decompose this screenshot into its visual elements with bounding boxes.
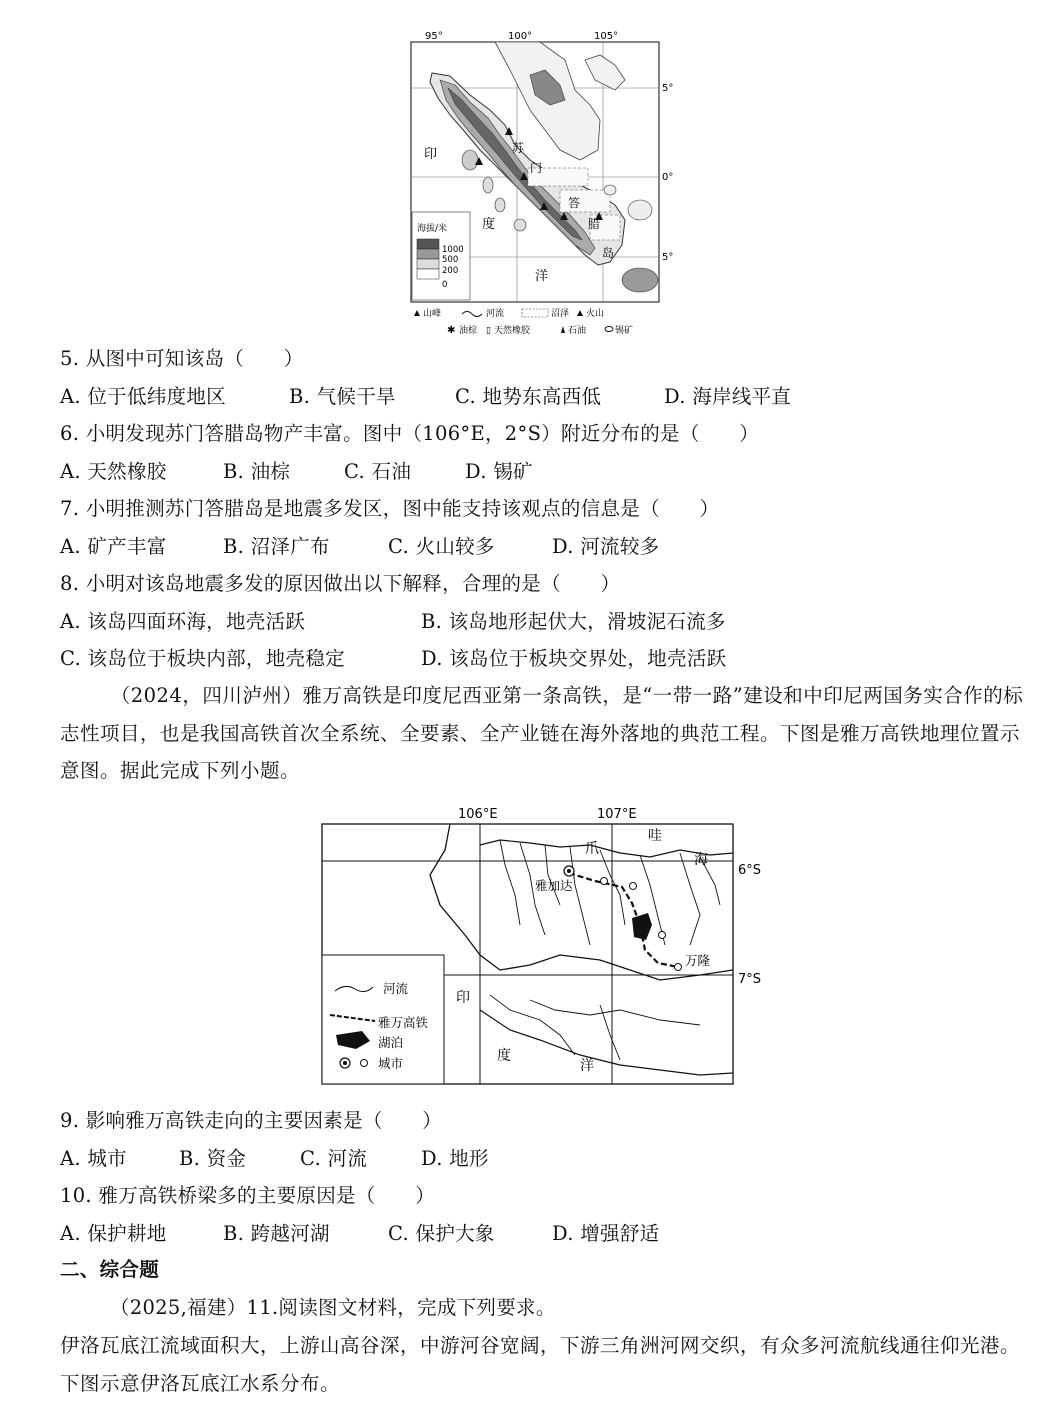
- q6-option-d[interactable]: D. 锡矿: [465, 460, 533, 483]
- sea-char-yang: 洋: [535, 269, 549, 284]
- q9-option-d[interactable]: D. 地形: [421, 1147, 489, 1170]
- lon-label-100: 100°: [508, 31, 533, 42]
- q5-option-b[interactable]: B. 气候干旱: [289, 385, 396, 408]
- q6-option-b[interactable]: B. 油棕: [223, 460, 291, 483]
- q8-option-d[interactable]: D. 该岛位于板块交界处，地壳活跃: [421, 647, 727, 670]
- sea-char-du: 度: [482, 217, 496, 232]
- island-char-su: 苏: [512, 141, 525, 155]
- legend-volcano: 火山: [586, 309, 605, 319]
- java-sea-char-hai: 海: [694, 852, 708, 868]
- q7-stem: 7. 小明推测苏门答腊岛是地震多发区，图中能支持该观点的信息是（ ）: [60, 497, 720, 520]
- legend-railway: 雅万高铁: [378, 1015, 429, 1030]
- q5-stem: 5. 从图中可知该岛（ ）: [60, 347, 304, 370]
- lon-label-107e: 107°E: [597, 807, 637, 822]
- passage-jakarta-bandung: （2024，四川泸州）雅万高铁是印度尼西亚第一条高铁，是“一带一路”建设和中印尼两国务实合作的标志性项目，也是我国高铁首次全系统、全要素、全产业链在海外落地的典范工程。下图是雅万高铁地理位置示意图。据此完成下列小题。: [60, 684, 1024, 782]
- legend-level-500: 500: [442, 255, 459, 265]
- oil-icon: [561, 326, 565, 333]
- legend-tin: 锡矿: [615, 326, 634, 336]
- q9-option-a[interactable]: A. 城市: [60, 1147, 127, 1170]
- java-sea-char-wa: 哇: [648, 828, 662, 844]
- q8-option-b[interactable]: B. 该岛地形起伏大，滑坡泥石流多: [421, 610, 726, 633]
- lat-label-5s: 5°: [662, 252, 674, 263]
- q6-stem: 6. 小明发现苏门答腊岛物产丰富。图中（106°E，2°S）附近分布的是（ ）: [60, 422, 760, 445]
- q9-stem: 9. 影响雅万高铁走向的主要因素是（ ）: [60, 1109, 443, 1132]
- java-sea-char-zhua: 爪: [585, 841, 599, 857]
- legend-title: 海拔/米: [417, 224, 448, 234]
- jakarta-bandung-map: [0, 795, 1047, 1095]
- sea-char-yin: 印: [424, 147, 438, 162]
- volcano-icon: [577, 310, 583, 316]
- legend-level-0: 0: [442, 280, 448, 290]
- lon-label-106e: 106°E: [458, 807, 498, 822]
- ocean-char-yin: 印: [456, 990, 470, 1006]
- city-icon: [361, 1060, 368, 1067]
- legend-oil: 石油: [568, 326, 587, 336]
- section-heading: 二、综合题: [60, 1258, 160, 1281]
- swamp-icon: [522, 309, 548, 317]
- q10-option-a[interactable]: A. 保护耕地: [60, 1222, 167, 1245]
- q9-option-b[interactable]: B. 资金: [179, 1147, 247, 1170]
- legend-oil-palm: 油棕: [459, 326, 478, 336]
- river-icon: [462, 312, 482, 317]
- rubber-icon: ▯: [486, 326, 491, 336]
- q5-option-d[interactable]: D. 海岸线平直: [664, 385, 792, 408]
- q7-option-b[interactable]: B. 沼泽广布: [223, 535, 330, 558]
- legend-level-200: 200: [442, 266, 459, 276]
- city-jakarta: 雅加达: [535, 878, 573, 893]
- q10-option-b[interactable]: B. 跨越河湖: [223, 1222, 330, 1245]
- q5-option-c[interactable]: C. 地势东高西低: [455, 385, 602, 408]
- legend-level-1000: 1000: [442, 245, 464, 255]
- island-char-men: 门: [530, 161, 543, 175]
- sumatra-map: [0, 0, 1047, 345]
- lon-label-95: 95°: [425, 31, 443, 42]
- legend-river: 河流: [486, 309, 505, 319]
- legend-city: 城市: [378, 1056, 404, 1071]
- lat-label-5n: 5°: [662, 83, 674, 94]
- ocean-char-du: 度: [497, 1048, 511, 1064]
- q8-option-c[interactable]: C. 该岛位于板块内部，地壳稳定: [60, 647, 345, 670]
- q6-option-c[interactable]: C. 石油: [344, 460, 412, 483]
- q8-stem: 8. 小明对该岛地震多发的原因做出以下解释，合理的是（ ）: [60, 572, 621, 595]
- island-char-dao: 岛: [602, 246, 615, 260]
- q10-option-c[interactable]: C. 保护大象: [388, 1222, 495, 1245]
- q11-text: 伊洛瓦底江流域面积大，上游山高谷深，中游河谷宽阔，下游三角洲河网交织，有众多河流航线通往仰光港。下图示意伊洛瓦底江水系分布。: [60, 1334, 1021, 1395]
- q5-option-a[interactable]: A. 位于低纬度地区: [60, 385, 226, 408]
- island-char-la: 腊: [588, 217, 601, 231]
- q11-intro: （2025,福建）11.阅读图文材料，完成下列要求。: [110, 1296, 556, 1319]
- lat-label-6s: 6°S: [738, 863, 762, 878]
- q6-option-a[interactable]: A. 天然橡胶: [60, 460, 167, 483]
- island-char-da: 答: [568, 196, 581, 210]
- legend-peak: 山峰: [423, 309, 442, 319]
- q7-option-a[interactable]: A. 矿产丰富: [60, 535, 167, 558]
- q8-option-a[interactable]: A. 该岛四面环海，地壳活跃: [60, 610, 306, 633]
- q10-option-d[interactable]: D. 增强舒适: [552, 1222, 660, 1245]
- tin-icon: [605, 327, 613, 332]
- q7-option-d[interactable]: D. 河流较多: [552, 535, 660, 558]
- legend-lake: 湖泊: [378, 1035, 404, 1050]
- legend-rubber: 天然橡胶: [494, 326, 531, 336]
- lat-label-0: 0°: [662, 172, 674, 183]
- lat-label-7s: 7°S: [738, 972, 762, 987]
- q7-option-c[interactable]: C. 火山较多: [388, 535, 495, 558]
- oil-palm-icon: ✱: [447, 325, 456, 336]
- q10-stem: 10. 雅万高铁桥梁多的主要原因是（ ）: [60, 1184, 436, 1207]
- ocean-char-yang: 洋: [580, 1058, 594, 1074]
- legend-swamp: 沼泽: [551, 309, 570, 319]
- city-bandung: 万隆: [685, 953, 711, 968]
- q9-option-c[interactable]: C. 河流: [300, 1147, 368, 1170]
- peak-icon: [414, 310, 420, 316]
- legend-river: 河流: [383, 981, 409, 996]
- lon-label-105: 105°: [594, 31, 619, 42]
